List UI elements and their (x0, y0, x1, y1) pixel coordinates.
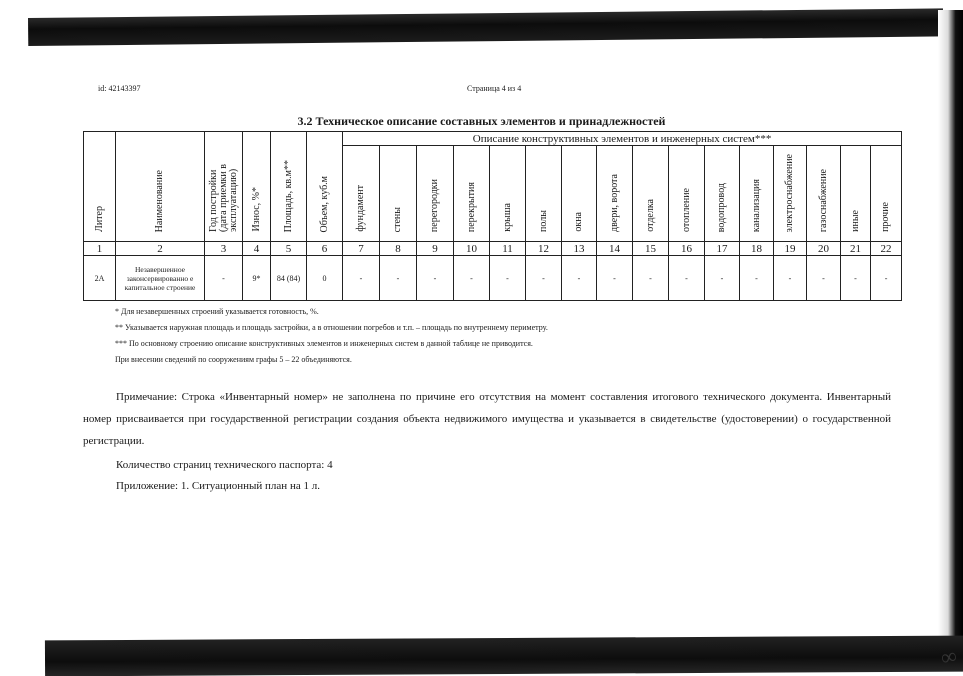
page-number: Страница 4 из 4 (467, 84, 522, 93)
pages-count: Количество страниц технического паспорта: 4 (116, 459, 333, 471)
footnote: * Для незавершенных строений указывается готовность, %. (115, 307, 319, 316)
col-number: 20 (807, 242, 841, 256)
col-number: 18 (740, 242, 774, 256)
table-cell: - (380, 256, 417, 301)
table-row (84, 256, 902, 301)
col-number: 8 (380, 242, 417, 256)
table-cell: - (740, 256, 774, 301)
table-cell: - (454, 256, 490, 301)
table-cell: - (807, 256, 841, 301)
attachment-line: Приложение: 1. Ситуационный план на 1 л. (116, 480, 320, 492)
table-cell: - (774, 256, 807, 301)
col-header: окна (562, 146, 597, 242)
footnotes (115, 307, 548, 371)
table-cell: - (841, 256, 871, 301)
scan-border-right (938, 10, 963, 670)
table-cell: - (205, 256, 243, 301)
table-cell: - (343, 256, 380, 301)
footnote: При внесении сведений по сооружениям графы 5 – 22 объединяются. (115, 355, 352, 364)
col-header: Литер (84, 132, 116, 242)
col-header: электроснабжение (774, 146, 807, 242)
col-header: Площадь, кв.м** (271, 132, 307, 242)
table-cell: - (633, 256, 669, 301)
col-header: Наименование (116, 132, 205, 242)
table-cell: 9* (243, 256, 271, 301)
col-header: иные (841, 146, 871, 242)
technical-description-table (83, 131, 902, 301)
col-number: 11 (490, 242, 526, 256)
col-number: 4 (243, 242, 271, 256)
table-cell: - (669, 256, 705, 301)
col-number: 12 (526, 242, 562, 256)
table-cell: - (871, 256, 902, 301)
col-number: 6 (307, 242, 343, 256)
col-number: 15 (633, 242, 669, 256)
col-number: 7 (343, 242, 380, 256)
table-cell: - (597, 256, 633, 301)
table-cell: - (490, 256, 526, 301)
col-header: Объем, куб.м (307, 132, 343, 242)
col-number: 9 (417, 242, 454, 256)
handwritten-mark-icon: ∞ (938, 642, 960, 671)
col-header: прочие (871, 146, 902, 242)
document-id: id: 42143397 (98, 84, 141, 93)
col-header: полы (526, 146, 562, 242)
col-number: 5 (271, 242, 307, 256)
table-cell: - (562, 256, 597, 301)
col-header: газоснабжение (807, 146, 841, 242)
column-numbers-row (84, 242, 902, 256)
table-cell: - (526, 256, 562, 301)
col-header: Износ, %* (243, 132, 271, 242)
col-header: стены (380, 146, 417, 242)
scan-border-top (28, 8, 943, 46)
col-number: 3 (205, 242, 243, 256)
table-cell: - (417, 256, 454, 301)
table-cell: 0 (307, 256, 343, 301)
col-header: отделка (633, 146, 669, 242)
footnote: *** По основному строению описание конструктивных элементов и инженерных систем в данной таблице не приводится. (115, 339, 533, 348)
section-title: 3.2 Техническое описание составных элементов и принадлежностей (297, 114, 666, 128)
col-header: двери, ворота (597, 146, 633, 242)
col-number: 10 (454, 242, 490, 256)
col-header: перегородки (417, 146, 454, 242)
col-number: 14 (597, 242, 633, 256)
table-cell: - (705, 256, 740, 301)
col-number: 2 (116, 242, 205, 256)
table-cell: 2А (84, 256, 116, 301)
col-header: водопровод (705, 146, 740, 242)
col-number: 21 (841, 242, 871, 256)
note-paragraph (83, 386, 891, 452)
col-number: 19 (774, 242, 807, 256)
footnote: ** Указывается наружная площадь и площадь застройки, а в отношении погребов и т.п. – площадь по внутреннему периметру. (115, 323, 548, 332)
col-number: 16 (669, 242, 705, 256)
col-header: канализация (740, 146, 774, 242)
scan-border-bottom (45, 636, 963, 676)
col-number: 1 (84, 242, 116, 256)
group-header: Описание конструктивных элементов и инженерных систем*** (343, 132, 902, 146)
col-header: Год постройки (дата приемки в эксплуатацию) (205, 132, 243, 242)
col-header: крыша (490, 146, 526, 242)
note-text: Примечание: Строка «Инвентарный номер» не заполнена по причине его отсутствия на момент составления итогового технического документа. Инвентарный номер присваивается при государственной регистрации создания объекта недвижимого имущества и указывается в свидетельстве (удостоверении) о государственной регистрации. (83, 391, 891, 447)
col-number: 17 (705, 242, 740, 256)
table-cell: 84 (84) (271, 256, 307, 301)
col-number: 22 (871, 242, 902, 256)
col-number: 13 (562, 242, 597, 256)
col-header: отопление (669, 146, 705, 242)
col-header: перекрытия (454, 146, 490, 242)
table-cell: Незавершенное законсервированно е капитальное строение (116, 256, 205, 301)
col-header: фундамент (343, 146, 380, 242)
